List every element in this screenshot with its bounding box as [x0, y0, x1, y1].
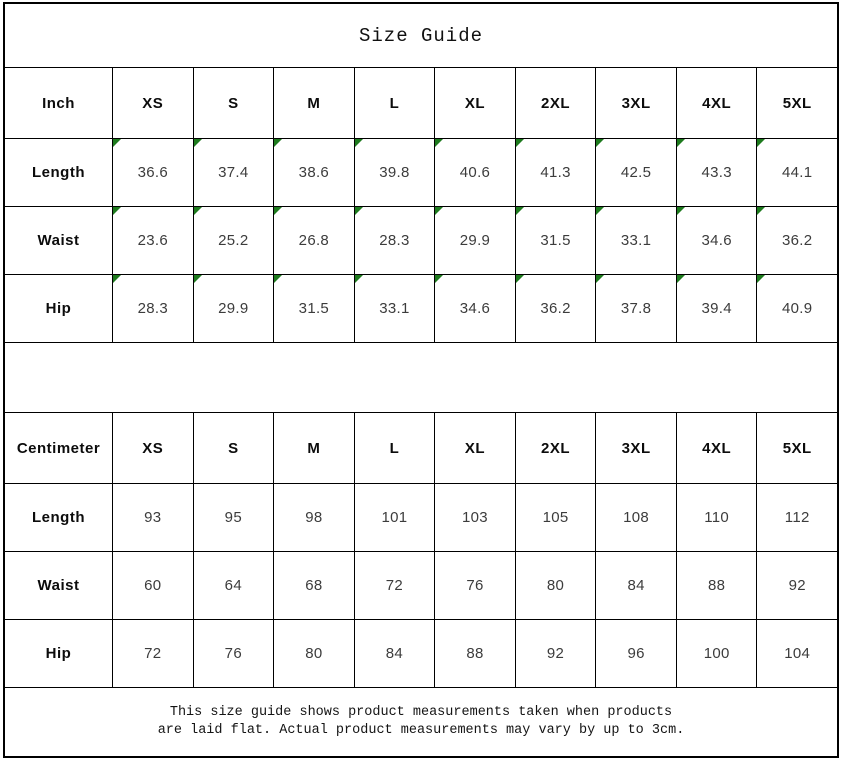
inch-value-cell-text: 42.5: [620, 164, 652, 181]
centimeter-value-cell: [273, 484, 354, 551]
size-column-header-5xl-text: 5XL: [782, 439, 812, 457]
size-column-header-2xl: [515, 413, 596, 483]
size-column-header-5xl: [756, 413, 837, 483]
inch-value-cell-text: 28.3: [137, 300, 168, 317]
footer-note-line1: This size guide shows product measurements taken when products: [169, 705, 673, 720]
inch-value-cell: [434, 139, 515, 206]
cell-corner-marker-icon: [355, 139, 363, 147]
centimeter-value-cell: [112, 552, 193, 619]
inch-value-cell-text: 31.5: [540, 232, 571, 249]
cell-corner-marker-icon: [516, 207, 524, 215]
inch-value-cell-text: 38.6: [298, 164, 330, 181]
inch-value-cell-text: 40.9: [782, 300, 813, 317]
inch-value-cell: [515, 139, 596, 206]
inch-value-cell: [515, 207, 596, 274]
size-column-header-xl-text: XL: [464, 94, 486, 112]
size-column-header-xl-text: XL: [464, 439, 486, 457]
inch-row-label-waist: [5, 207, 112, 274]
centimeter-value-cell-text: 108: [623, 509, 650, 526]
centimeter-row-label-waist-text: Waist: [37, 577, 80, 594]
centimeter-value-cell-text: 103: [462, 509, 488, 526]
inch-value-cell-text: 31.5: [298, 300, 330, 317]
size-column-header-3xl: [595, 68, 676, 138]
centimeter-value-cell: [434, 552, 515, 619]
inch-value-cell: [676, 139, 757, 206]
inch-value-cell: [193, 207, 274, 274]
centimeter-value-cell: [676, 620, 757, 687]
cell-corner-marker-icon: [435, 207, 443, 215]
inch-value-cell: [676, 275, 757, 342]
cell-corner-marker-icon: [516, 139, 524, 147]
inch-value-cell: [273, 207, 354, 274]
inch-value-cell: [756, 207, 837, 274]
centimeter-value-cell: [515, 552, 596, 619]
size-column-header-l-text: L: [389, 439, 400, 457]
inch-value-cell-text: 36.2: [782, 232, 813, 249]
centimeter-value-cell-text: 84: [385, 645, 404, 662]
centimeter-value-cell: [193, 620, 274, 687]
cell-corner-marker-icon: [677, 139, 685, 147]
size-column-header-4xl: [676, 413, 757, 483]
cell-corner-marker-icon: [113, 275, 121, 283]
size-column-header-l: [354, 413, 435, 483]
inch-value-cell-text: 29.9: [459, 232, 491, 249]
size-column-header-2xl-text: 2XL: [541, 94, 571, 112]
centimeter-value-cell-text: 72: [385, 577, 404, 594]
inch-value-cell: [112, 207, 193, 274]
centimeter-row-label-waist: [5, 552, 112, 619]
inch-length-row: [5, 138, 837, 206]
size-column-header-4xl-text: 4XL: [702, 439, 732, 457]
inch-value-cell: [676, 207, 757, 274]
centimeter-unit-label-text: Centimeter: [16, 439, 101, 457]
inch-header-row: [5, 67, 837, 138]
centimeter-unit-label: [5, 413, 112, 483]
size-column-header-xl: [434, 413, 515, 483]
cell-corner-marker-icon: [516, 275, 524, 283]
size-column-header-l: [354, 68, 435, 138]
centimeter-length-row: [5, 483, 837, 551]
size-guide-sheet: [3, 2, 839, 758]
centimeter-value-cell-text: 112: [784, 509, 810, 526]
centimeter-value-cell: [193, 484, 274, 551]
cell-corner-marker-icon: [355, 207, 363, 215]
centimeter-value-cell-text: 96: [627, 645, 645, 662]
centimeter-value-cell-text: 72: [144, 645, 162, 662]
cell-corner-marker-icon: [194, 275, 202, 283]
centimeter-value-cell-text: 76: [466, 577, 484, 594]
inch-value-cell-text: 43.3: [701, 164, 732, 181]
centimeter-value-cell: [354, 484, 435, 551]
inch-unit-label-text: Inch: [42, 94, 75, 112]
size-column-header-m-text: M: [307, 94, 321, 112]
size-column-header-xs-text: XS: [142, 94, 164, 112]
cell-corner-marker-icon: [435, 275, 443, 283]
inch-unit-label: [5, 68, 112, 138]
inch-value-cell: [354, 139, 435, 206]
inch-value-cell-text: 36.6: [137, 164, 168, 181]
size-column-header-5xl-text: 5XL: [782, 94, 812, 112]
page-title: Size Guide: [358, 24, 484, 47]
inch-row-label-hip-text: Hip: [45, 300, 72, 317]
size-column-header-3xl-text: 3XL: [621, 439, 651, 457]
inch-size-table: [5, 67, 837, 342]
centimeter-value-cell: [354, 552, 435, 619]
centimeter-value-cell: [112, 620, 193, 687]
centimeter-value-cell: [354, 620, 435, 687]
centimeter-value-cell-text: 88: [466, 645, 484, 662]
inch-value-cell-text: 25.2: [218, 232, 249, 249]
footer-note: [5, 687, 837, 756]
size-column-header-s-text: S: [228, 94, 239, 112]
size-column-header-4xl-text: 4XL: [702, 94, 732, 112]
centimeter-value-cell-text: 60: [144, 577, 162, 594]
centimeter-value-cell: [515, 620, 596, 687]
size-column-header-xs-text: XS: [142, 439, 164, 457]
cell-corner-marker-icon: [596, 139, 604, 147]
inch-value-cell: [193, 275, 274, 342]
inch-value-cell-text: 37.8: [620, 300, 652, 317]
centimeter-value-cell: [273, 552, 354, 619]
inch-value-cell-text: 36.2: [540, 300, 571, 317]
inch-value-cell-text: 39.4: [701, 300, 732, 317]
cell-corner-marker-icon: [274, 207, 282, 215]
inch-value-cell: [354, 275, 435, 342]
centimeter-value-cell: [676, 552, 757, 619]
cell-corner-marker-icon: [113, 139, 121, 147]
inch-value-cell-text: 29.9: [218, 300, 249, 317]
inch-value-cell: [193, 139, 274, 206]
centimeter-value-cell-text: 92: [546, 645, 565, 662]
size-column-header-2xl-text: 2XL: [541, 439, 571, 457]
centimeter-value-cell: [273, 620, 354, 687]
centimeter-value-cell: [595, 484, 676, 551]
inch-value-cell-text: 41.3: [540, 164, 571, 181]
centimeter-value-cell: [595, 620, 676, 687]
centimeter-value-cell: [756, 620, 837, 687]
centimeter-value-cell-text: 105: [542, 509, 569, 526]
cell-corner-marker-icon: [355, 275, 363, 283]
inch-value-cell: [595, 207, 676, 274]
inch-value-cell-text: 26.8: [298, 232, 330, 249]
inch-value-cell: [354, 207, 435, 274]
inch-value-cell-text: 40.6: [459, 164, 491, 181]
centimeter-value-cell-text: 76: [224, 645, 242, 662]
inch-row-label-length-text: Length: [32, 164, 85, 181]
size-column-header-xl: [434, 68, 515, 138]
inch-value-cell: [273, 275, 354, 342]
footer-note-line2: are laid flat. Actual product measurements may vary by up to 3cm.: [157, 723, 685, 738]
inch-value-cell-text: 37.4: [218, 164, 249, 181]
centimeter-value-cell-text: 64: [224, 577, 242, 594]
size-column-header-m-text: M: [307, 439, 321, 457]
inch-value-cell: [595, 139, 676, 206]
size-column-header-s: [193, 413, 274, 483]
cell-corner-marker-icon: [757, 207, 765, 215]
size-column-header-s: [193, 68, 274, 138]
inch-waist-row: [5, 206, 837, 274]
inch-row-label-hip: [5, 275, 112, 342]
cell-corner-marker-icon: [274, 275, 282, 283]
inch-value-cell-text: 44.1: [782, 164, 813, 181]
inch-value-cell: [595, 275, 676, 342]
cell-corner-marker-icon: [194, 139, 202, 147]
inch-value-cell-text: 28.3: [379, 232, 410, 249]
centimeter-value-cell: [434, 484, 515, 551]
cell-corner-marker-icon: [596, 275, 604, 283]
centimeter-header-row: [5, 412, 837, 483]
cell-corner-marker-icon: [435, 139, 443, 147]
cell-corner-marker-icon: [677, 207, 685, 215]
inch-value-cell: [515, 275, 596, 342]
centimeter-row-label-hip-text: Hip: [45, 645, 72, 662]
cell-corner-marker-icon: [677, 275, 685, 283]
size-column-header-m: [273, 68, 354, 138]
centimeter-size-table: [5, 412, 837, 687]
inch-value-cell: [112, 139, 193, 206]
cell-corner-marker-icon: [113, 207, 121, 215]
size-column-header-l-text: L: [389, 94, 400, 112]
centimeter-value-cell-text: 92: [788, 577, 806, 594]
centimeter-value-cell: [193, 552, 274, 619]
centimeter-hip-row: [5, 619, 837, 687]
centimeter-value-cell-text: 95: [224, 509, 242, 526]
centimeter-value-cell: [756, 552, 837, 619]
centimeter-value-cell-text: 110: [704, 509, 730, 526]
centimeter-value-cell-text: 104: [784, 645, 811, 662]
inch-value-cell: [112, 275, 193, 342]
size-column-header-5xl: [756, 68, 837, 138]
inch-value-cell: [273, 139, 354, 206]
centimeter-value-cell: [515, 484, 596, 551]
centimeter-value-cell-text: 100: [703, 645, 730, 662]
inch-value-cell-text: 39.8: [379, 164, 410, 181]
cell-corner-marker-icon: [194, 207, 202, 215]
inch-value-cell-text: 33.1: [379, 300, 410, 317]
size-column-header-2xl: [515, 68, 596, 138]
inch-hip-row: [5, 274, 837, 342]
centimeter-value-cell-text: 80: [305, 645, 323, 662]
inch-value-cell: [434, 275, 515, 342]
centimeter-value-cell-text: 98: [305, 509, 323, 526]
cell-corner-marker-icon: [596, 207, 604, 215]
centimeter-row-label-length: [5, 484, 112, 551]
size-column-header-s-text: S: [228, 439, 239, 457]
centimeter-value-cell-text: 80: [546, 577, 565, 594]
centimeter-value-cell-text: 84: [627, 577, 645, 594]
table-spacer: [5, 342, 837, 412]
centimeter-value-cell-text: 68: [305, 577, 323, 594]
inch-value-cell-text: 34.6: [701, 232, 732, 249]
inch-value-cell-text: 33.1: [620, 232, 652, 249]
inch-value-cell-text: 23.6: [137, 232, 168, 249]
inch-value-cell: [434, 207, 515, 274]
centimeter-value-cell: [676, 484, 757, 551]
centimeter-value-cell-text: 101: [381, 509, 408, 526]
size-column-header-m: [273, 413, 354, 483]
centimeter-value-cell: [434, 620, 515, 687]
centimeter-row-label-length-text: Length: [32, 509, 85, 526]
size-column-header-3xl: [595, 413, 676, 483]
inch-value-cell: [756, 275, 837, 342]
size-column-header-4xl: [676, 68, 757, 138]
size-column-header-xs: [112, 68, 193, 138]
centimeter-value-cell: [595, 552, 676, 619]
centimeter-value-cell-text: 93: [144, 509, 162, 526]
cell-corner-marker-icon: [757, 139, 765, 147]
centimeter-waist-row: [5, 551, 837, 619]
inch-value-cell-text: 34.6: [459, 300, 491, 317]
inch-row-label-length: [5, 139, 112, 206]
size-column-header-3xl-text: 3XL: [621, 94, 651, 112]
title-row: [5, 4, 837, 67]
cell-corner-marker-icon: [757, 275, 765, 283]
centimeter-row-label-hip: [5, 620, 112, 687]
size-column-header-xs: [112, 413, 193, 483]
centimeter-value-cell: [112, 484, 193, 551]
centimeter-value-cell: [756, 484, 837, 551]
inch-value-cell: [756, 139, 837, 206]
inch-row-label-waist-text: Waist: [37, 232, 80, 249]
cell-corner-marker-icon: [274, 139, 282, 147]
centimeter-value-cell-text: 88: [708, 577, 726, 594]
